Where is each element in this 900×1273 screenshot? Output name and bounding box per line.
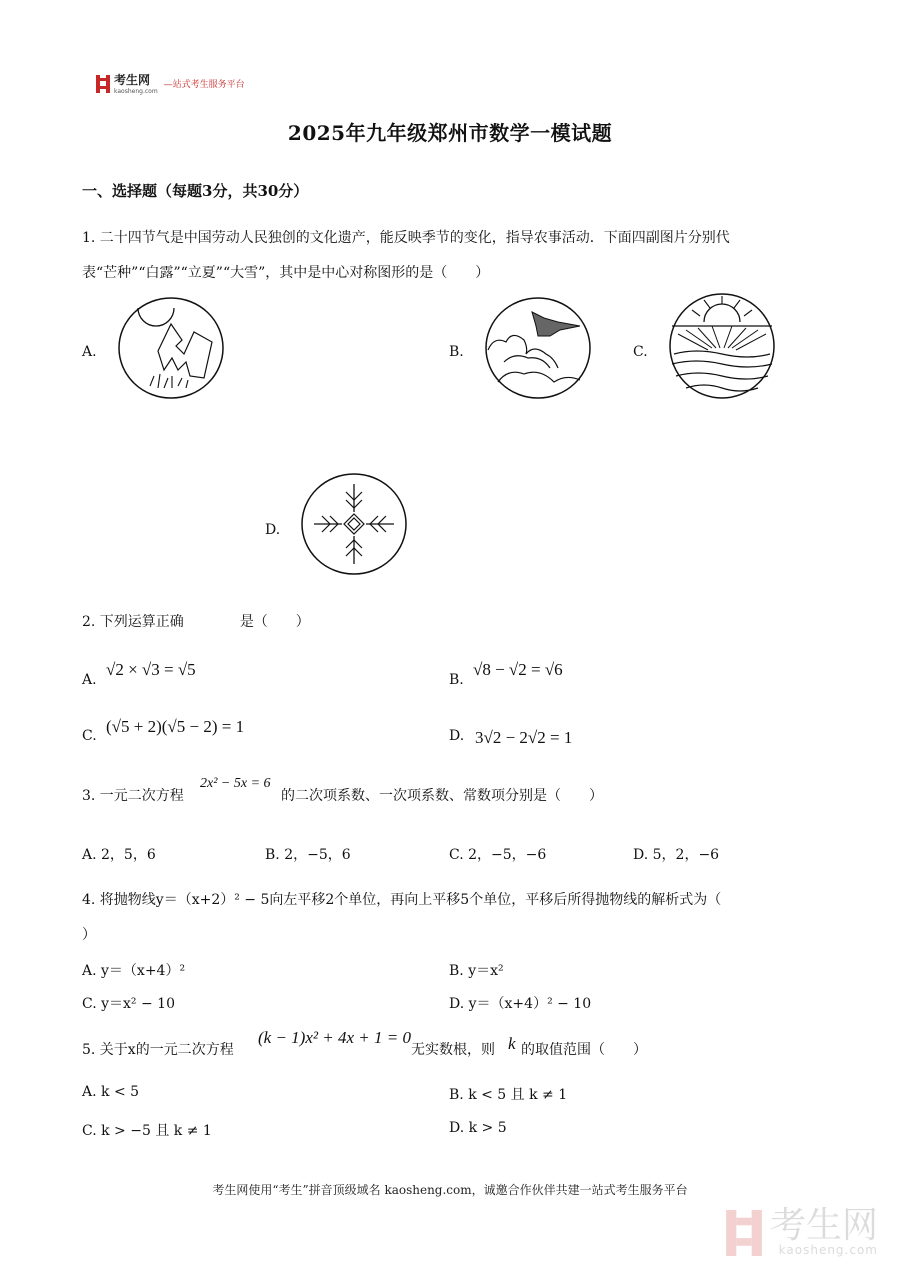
q1-option-b-label: B. xyxy=(449,344,464,360)
section-heading: 一、选择题（每题3分，共30分） xyxy=(82,182,309,200)
q1-option-c-label: C. xyxy=(633,344,648,360)
lixia-figure-icon xyxy=(668,292,776,400)
q5-prefix: 5. 关于x的一元二次方程 xyxy=(82,1042,234,1058)
q5-suffix: 的取值范围（ ） xyxy=(521,1042,647,1058)
q3-prefix: 3. 一元二次方程 xyxy=(82,788,184,804)
q5-option-b: B. k < 5 且 k ≠ 1 xyxy=(449,1087,568,1103)
q2-option-a-label: A. xyxy=(82,672,97,688)
kaosheng-watermark-icon xyxy=(724,1210,764,1256)
q3-option-c: C. 2，−5，−6 xyxy=(449,847,547,863)
q5-option-d: D. k > 5 xyxy=(449,1120,507,1136)
mangzhong-figure-icon xyxy=(116,296,226,400)
kaosheng-logo-icon xyxy=(96,75,110,93)
bailu-figure-icon xyxy=(484,296,594,400)
q5-var: k xyxy=(508,1034,516,1053)
q2-option-a-expr: √2 × √3 = √5 xyxy=(106,660,196,679)
q3-option-b: B. 2，−5，6 xyxy=(265,847,351,863)
q5-option-a: A. k < 5 xyxy=(82,1084,140,1100)
q2-option-c-label: C. xyxy=(82,728,97,744)
q2-suffix: 是（ ） xyxy=(239,614,310,630)
q4-option-c: C. y＝x² − 10 xyxy=(82,996,175,1012)
q4-line1: 4. 将抛物线y＝（x+2）² − 5向左平移2个单位，再向上平移5个单位，平移后所得抛物线的解析式为（ xyxy=(82,892,722,908)
q3-option-a: A. 2，5，6 xyxy=(82,847,156,863)
q2-option-d-label: D. xyxy=(449,728,465,744)
q2-option-d-expr: 3√2 − 2√2 = 1 xyxy=(475,728,573,747)
q5-middle: 无实数根，则 xyxy=(411,1042,495,1058)
q2-option-b-label: B. xyxy=(449,672,464,688)
header-logo xyxy=(96,72,245,95)
watermark-domain: kaosheng.com xyxy=(778,1243,878,1257)
q4-line2: ） xyxy=(82,927,96,943)
logo-brand: 考生网 xyxy=(114,73,151,87)
q5-option-c: C. k > −5 且 k ≠ 1 xyxy=(82,1123,212,1139)
logo-slogan: —站式考生服务平台 xyxy=(163,80,245,90)
q1-text-line2: 表“芒种”“白露”“立夏”“大雪”，其中是中心对称图形的是（ ） xyxy=(82,265,490,281)
q2-prefix: 2. 下列运算正确 xyxy=(82,614,184,630)
q4-option-d: D. y＝（x+4）² − 10 xyxy=(449,996,592,1012)
q4-option-a: A. y＝（x+4）² xyxy=(82,963,186,979)
q2-stem xyxy=(82,612,310,632)
q2-option-b-expr: √8 − √2 = √6 xyxy=(473,660,563,679)
q4-option-b: B. y＝x² xyxy=(449,963,504,979)
watermark-text: 考生网 xyxy=(769,1205,878,1246)
q1-option-a-label: A. xyxy=(82,344,97,360)
logo-domain: kaosheng.com xyxy=(114,88,158,95)
q1-option-d-label: D. xyxy=(265,522,281,538)
q3-suffix: 的二次项系数、一次项系数、常数项分别是（ ） xyxy=(281,788,603,804)
q3-option-d: D. 5，2，−6 xyxy=(633,847,720,863)
q3-equation: 2x² − 5x = 6 xyxy=(200,776,271,791)
page-title: 2025年九年级郑州市数学一模试题 xyxy=(287,121,613,145)
watermark xyxy=(724,1205,878,1257)
page-footer: 考生网使用“考生”拼音顶级域名 kaosheng.com，诚邀合作伙伴共建一站式考生服务平台 xyxy=(212,1183,688,1197)
q1-text-line1: 1. 二十四节气是中国劳动人民独创的文化遗产，能反映季节的变化，指导农事活动．下面四副图片分别代 xyxy=(82,230,730,246)
daxue-snowflake-icon xyxy=(300,470,408,578)
q5-equation: (k − 1)x² + 4x + 1 = 0 xyxy=(258,1028,411,1047)
q2-option-c-expr: (√5 + 2)(√5 − 2) = 1 xyxy=(106,717,245,736)
